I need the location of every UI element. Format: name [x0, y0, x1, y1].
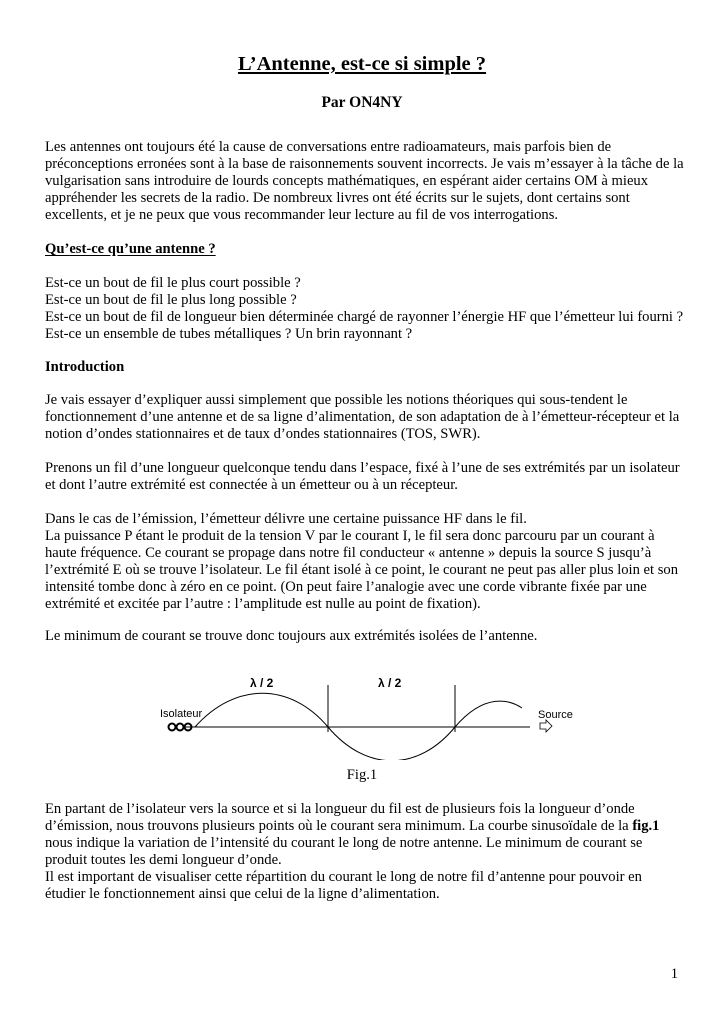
current-minimum-paragraph: Le minimum de courant se trouve donc toujours aux extrémités isolées de l’antenne.: [45, 628, 538, 644]
figure-reference: fig.1: [632, 818, 660, 834]
visualization-paragraph: Il est important de visualiser cette répartition du courant le long de notre fil d’antenne pour pouvoir en étudier le fonctionnement ainsi que celui de la ligne d’alimentation.: [45, 869, 642, 902]
wire-setup-paragraph: Prenons un fil d’une longueur quelconque tendu dans l’espace, fixé à l’une de ses extrémités par un isolateur et dont l’autre extrémité est connectée à un émetteur ou à un récepteur.: [45, 460, 680, 493]
isolator-label: Isolateur: [160, 708, 203, 720]
standing-wave-figure: [150, 670, 590, 760]
intro-paragraph: Les antennes ont toujours été la cause de conversations entre radioamateurs, mais parfois bien de préconceptions erronées sont à la base de raisonnements souvent incorrects. Je vais m’essayer à la tâche de la vulgarisation sans introduire de lourds concepts mathématiques, en espérant aider certains OM à mieux appréhender les secrets de la radio. De nombreux livres ont été écrits sur le sujets, dont certains sont excellents, et je ne peux que vous recommander leur lecture au fil de vos interrogations.: [45, 139, 684, 223]
half-wave-label: λ / 2: [378, 676, 402, 690]
question-line: Est-ce un bout de fil le plus court possible ?: [45, 275, 301, 291]
page-number: 1: [670, 966, 678, 982]
section-heading-introduction: Introduction: [45, 359, 125, 375]
half-wave-label: λ / 2: [250, 676, 274, 690]
questions-block: [45, 275, 685, 343]
section-heading-what-is-antenna: Qu’est-ce qu’une antenne ?: [45, 241, 216, 257]
emission-body: La puissance P étant le produit de la tension V par le courant I, le fil sera donc parcouru par un courant à haute fréquence. Ce courant se propage dans notre fil conducteur « antenne » depuis la source S jusqu’à l’extrémité E où se trouve l’isolateur. Le fil étant isolé à ce point, le courant ne peut pas aller plus loin et son intensité tombe donc à zéro en ce point. (On peut faire l’analogie avec une corde vibrante fixée par une extrémité et excitée par l’autre : l’amplitude est nulle au point de fixation).: [45, 528, 679, 612]
source-label: Source: [538, 709, 573, 721]
emission-paragraph: [45, 511, 685, 613]
document-title: L’Antenne, est-ce si simple ?: [237, 53, 487, 75]
figure-caption: Fig.1: [346, 767, 378, 783]
sinusoid-explanation-paragraph: [45, 801, 685, 869]
emission-first-line: Dans le cas de l’émission, l’émetteur délivre une certaine puissance HF dans le fil.: [45, 511, 527, 527]
intro-explanation-paragraph: Je vais essayer d’expliquer aussi simplement que possible les notions théoriques qui sous-tendent le fonctionnement d’une antenne et de sa ligne d’alimentation, de son adaptation de à l’émetteur-récepteur et la notion d’ondes stationnaires et de taux d’ondes stationnaires (TOS, SWR).: [45, 392, 680, 442]
question-line: Est-ce un bout de fil de longueur bien déterminée chargé de rayonner l’énergie HF que l’émetteur lui fourni ? Est-ce un ensemble de tubes métalliques ? Un brin rayonnant ?: [45, 309, 684, 342]
sinusoid-text-start: En partant de l’isolateur vers la source et si la longueur du fil est de plusieurs fois la longueur d’onde d’émission, nous trouvons plusieurs points où le courant sera minimum. La courbe sinusoïdale de la: [45, 801, 635, 834]
arrow-right-icon: [540, 720, 552, 732]
author-byline: Par ON4NY: [321, 94, 403, 111]
question-line: Est-ce un bout de fil le plus long possible ?: [45, 292, 297, 308]
sinusoid-text-end: nous indique la variation de l’intensité du courant le long de notre antenne. Le minimum de courant se produit toutes les demi longueur d’onde.: [45, 835, 643, 868]
